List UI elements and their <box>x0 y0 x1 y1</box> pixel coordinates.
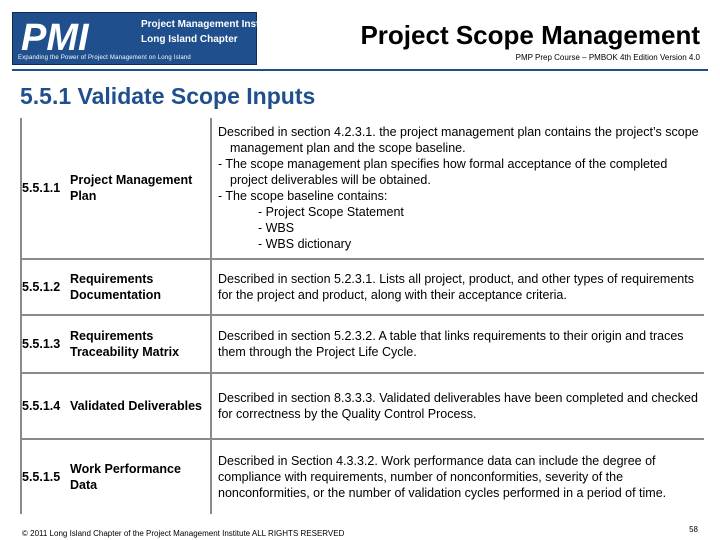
baseline-item: - WBS <box>258 221 295 235</box>
input-description: Described in section 5.2.3.1. Lists all project, product, and other types of requirements for the project and product, along with their acceptance criteria. <box>211 259 704 315</box>
table-row <box>21 259 704 315</box>
table-row <box>21 315 704 373</box>
input-description: Described in section 8.3.3.3. Validated deliverables have been completed and checked for correctness by the Quality Control Process. <box>211 373 704 439</box>
description-bullet: - The scope management plan specifies how formal acceptance of the completed project deliverables will be obtained. <box>218 157 668 187</box>
copyright-footer: © 2011 Long Island Chapter of the Project Management Institute ALL RIGHTS RESERVED <box>22 529 345 538</box>
section-heading: 5.5.1 Validate Scope Inputs <box>20 83 316 109</box>
input-number: 5.5.1.4 <box>21 373 70 439</box>
pmi-logo <box>12 12 281 65</box>
baseline-item: - Project Scope Statement <box>258 205 404 219</box>
input-number: 5.5.1.5 <box>21 439 70 514</box>
input-number: 5.5.1.1 <box>21 118 70 259</box>
pmi-logo-mark <box>19 17 133 55</box>
input-name: Requirements Documentation <box>70 259 211 315</box>
course-subtitle: PMP Prep Course – PMBOK 4th Edition Version 4.0 <box>515 53 700 62</box>
input-name: Project Management Plan <box>70 118 211 259</box>
description-bullet: - The scope baseline contains: <box>218 189 388 203</box>
pmi-logo-letters: PMI <box>21 17 89 55</box>
table-row <box>21 373 704 439</box>
input-name: Work Performance Data <box>70 439 211 514</box>
table-row <box>21 439 704 514</box>
input-description <box>211 118 704 259</box>
input-name: Validated Deliverables <box>70 373 211 439</box>
logo-tagline: Expanding the Power of Project Management on Long Island <box>18 55 191 61</box>
inputs-table <box>20 118 704 514</box>
baseline-item: - WBS dictionary <box>258 237 352 251</box>
page-number: 58 <box>689 525 698 534</box>
input-description: Described in section 5.2.3.2. A table that links requirements to their origin and traces them through the Project Life Cycle. <box>211 315 704 373</box>
logo-org-name: Project Management Institute <box>141 19 281 30</box>
description-intro: Described in section 4.2.3.1. the project management plan contains the project’s scope management plan and the scope baseline. <box>218 125 699 155</box>
input-name: Requirements Traceability Matrix <box>70 315 211 373</box>
logo-chapter-name: Long Island Chapter <box>141 34 238 45</box>
input-number: 5.5.1.2 <box>21 259 70 315</box>
table-row <box>21 118 704 259</box>
slide-title: Project Scope Management <box>360 20 700 50</box>
header-divider <box>12 69 708 71</box>
input-description: Described in Section 4.3.3.2. Work performance data can include the degree of compliance with requirements, number of nonconformities, severity of the nonconformities, or the number of validation cycles performed in a period of time. <box>218 454 667 500</box>
input-number: 5.5.1.3 <box>21 315 70 373</box>
